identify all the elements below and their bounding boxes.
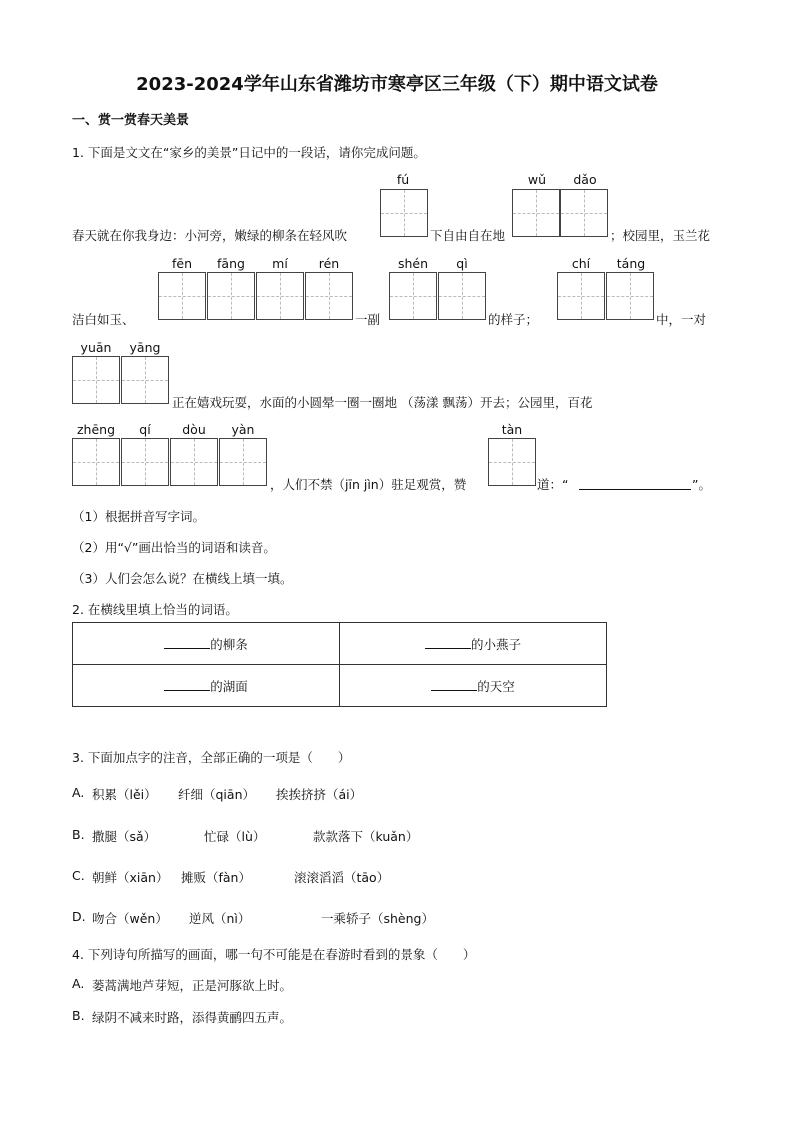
writing-box[interactable] bbox=[158, 272, 206, 320]
sub-question-1: （1）根据拼音写字词。 bbox=[72, 509, 205, 524]
passage-line-2b: 一副 bbox=[355, 312, 381, 327]
question-2-stem: 2. 在横线里填上恰当的词语。 bbox=[72, 602, 238, 617]
option-c-item-1: 朝鲜（xiān） bbox=[92, 870, 169, 885]
option-d-item-3: 一乘轿子（shèng） bbox=[321, 911, 434, 926]
pinyin-wu: wǔ bbox=[527, 172, 547, 187]
option-b-letter[interactable]: B. bbox=[72, 827, 85, 842]
option-d-item-2: 逆风（nì） bbox=[189, 911, 251, 926]
pinyin-zheng: zhēng bbox=[76, 422, 116, 437]
passage-line-1a: 春天就在你我身边：小河旁，嫩绿的柳条在轻风吹 bbox=[72, 228, 348, 243]
pinyin-tan: tàn bbox=[501, 422, 523, 437]
writing-box[interactable] bbox=[305, 272, 353, 320]
passage-line-4b: 道：“ bbox=[537, 477, 569, 492]
writing-box[interactable] bbox=[606, 272, 654, 320]
option-a-item-1: 积累（lěi） bbox=[92, 787, 157, 802]
option-b-text: 绿阴不减来时路，添得黄鹂四五声。 bbox=[92, 1010, 293, 1025]
fill-blank[interactable] bbox=[164, 678, 210, 691]
option-a-letter[interactable]: A. bbox=[72, 785, 85, 800]
sub-question-2: （2）用“√”画出恰当的词语和读音。 bbox=[72, 540, 276, 555]
passage-line-1c: ；校园里，玉兰花 bbox=[610, 228, 711, 243]
option-a-item-3: 挨挨挤挤（ái） bbox=[276, 787, 363, 802]
pinyin-shen: shén bbox=[397, 256, 429, 271]
cell-text: 的湖面 bbox=[210, 678, 248, 694]
cell-text: 的小燕子 bbox=[470, 636, 521, 652]
table-cell[interactable] bbox=[340, 623, 607, 665]
pinyin-qi-2: qí bbox=[139, 422, 151, 437]
table-cell[interactable] bbox=[73, 665, 340, 707]
passage-line-4c: ”。 bbox=[692, 477, 711, 492]
table-cell[interactable] bbox=[73, 623, 340, 665]
fill-blank[interactable] bbox=[164, 636, 210, 649]
fill-blank[interactable] bbox=[431, 678, 477, 691]
pinyin-yan: yàn bbox=[231, 422, 255, 437]
passage-line-1b: 下自由自在地 bbox=[430, 228, 506, 243]
writing-box[interactable] bbox=[121, 438, 169, 486]
option-b-item-1: 撒腿（sǎ） bbox=[92, 829, 157, 844]
pinyin-qi: qì bbox=[456, 256, 468, 271]
option-d-letter[interactable]: D. bbox=[72, 909, 86, 924]
pinyin-dao: dǎo bbox=[573, 172, 597, 187]
writing-box[interactable] bbox=[380, 189, 428, 237]
writing-box[interactable] bbox=[170, 438, 218, 486]
cell-text: 的柳条 bbox=[210, 636, 248, 652]
pinyin-mi: mí bbox=[272, 256, 288, 271]
cell-text: 的天空 bbox=[477, 678, 515, 694]
fill-blank[interactable] bbox=[425, 636, 471, 649]
option-b-item-2: 忙碌（lù） bbox=[204, 829, 266, 844]
option-a-letter[interactable]: A. bbox=[72, 976, 85, 991]
sub-question-3: （3）人们会怎么说？在横线上填一填。 bbox=[72, 571, 293, 586]
writing-box[interactable] bbox=[219, 438, 267, 486]
writing-box[interactable] bbox=[256, 272, 304, 320]
page-title: 2023-2024学年山东省潍坊市寒亭区三年级（下）期中语文试卷 bbox=[136, 74, 658, 95]
pinyin-tang: táng bbox=[616, 256, 646, 271]
passage-line-2c: 的样子； bbox=[488, 312, 539, 327]
pinyin-yuan: yuān bbox=[80, 340, 112, 355]
writing-box[interactable] bbox=[488, 438, 536, 486]
passage-line-4a: ，人们不禁（jīn jìn）驻足观赏，赞 bbox=[270, 477, 467, 492]
option-c-item-3: 滚滚滔滔（tāo） bbox=[294, 870, 390, 885]
pinyin-ren: rén bbox=[318, 256, 340, 271]
writing-box[interactable] bbox=[121, 356, 169, 404]
pinyin-fu: fú bbox=[396, 172, 410, 187]
option-b-item-3: 款款落下（kuǎn） bbox=[313, 829, 419, 844]
question-1-stem: 1. 下面是文文在“家乡的美景”日记中的一段话，请你完成问题。 bbox=[72, 145, 426, 160]
writing-box[interactable] bbox=[557, 272, 605, 320]
writing-box[interactable] bbox=[72, 356, 120, 404]
writing-box[interactable] bbox=[389, 272, 437, 320]
writing-box[interactable] bbox=[438, 272, 486, 320]
writing-box[interactable] bbox=[512, 189, 560, 237]
option-a-item-2: 纤细（qiān） bbox=[178, 787, 255, 802]
pinyin-dou: dòu bbox=[182, 422, 206, 437]
table-cell[interactable] bbox=[340, 665, 607, 707]
passage-line-2a: 洁白如玉、 bbox=[72, 312, 135, 327]
question-3-stem: 3. 下面加点字的注音，全部正确的一项是（ ） bbox=[72, 750, 351, 765]
section-heading: 一、赏一赏春天美景 bbox=[72, 113, 190, 128]
pinyin-fang: fāng bbox=[217, 256, 245, 271]
pinyin-fen: fēn bbox=[171, 256, 192, 271]
option-a-text: 蒌蒿满地芦芽短，正是河豚欲上时。 bbox=[92, 978, 293, 993]
passage-line-3: 正在嬉戏玩耍，水面的小圆晕一圈一圈地 （荡漾 飘荡）开去；公园里，百花 bbox=[172, 395, 593, 410]
pinyin-yang: yāng bbox=[129, 340, 161, 355]
question-4-stem: 4. 下列诗句所描写的画面，哪一句不可能是在春游时看到的景象（ ） bbox=[72, 947, 476, 962]
writing-box[interactable] bbox=[207, 272, 255, 320]
option-b-letter[interactable]: B. bbox=[72, 1008, 85, 1023]
option-c-letter[interactable]: C. bbox=[72, 868, 85, 883]
writing-box[interactable] bbox=[72, 438, 120, 486]
writing-box[interactable] bbox=[560, 189, 608, 237]
option-c-item-2: 摊贩（fàn） bbox=[181, 870, 251, 885]
pinyin-chi: chí bbox=[571, 256, 591, 271]
passage-line-2d: 中，一对 bbox=[656, 312, 707, 327]
fill-table bbox=[72, 622, 607, 707]
option-d-item-1: 吻合（wěn） bbox=[92, 911, 168, 926]
answer-line[interactable] bbox=[579, 474, 691, 490]
